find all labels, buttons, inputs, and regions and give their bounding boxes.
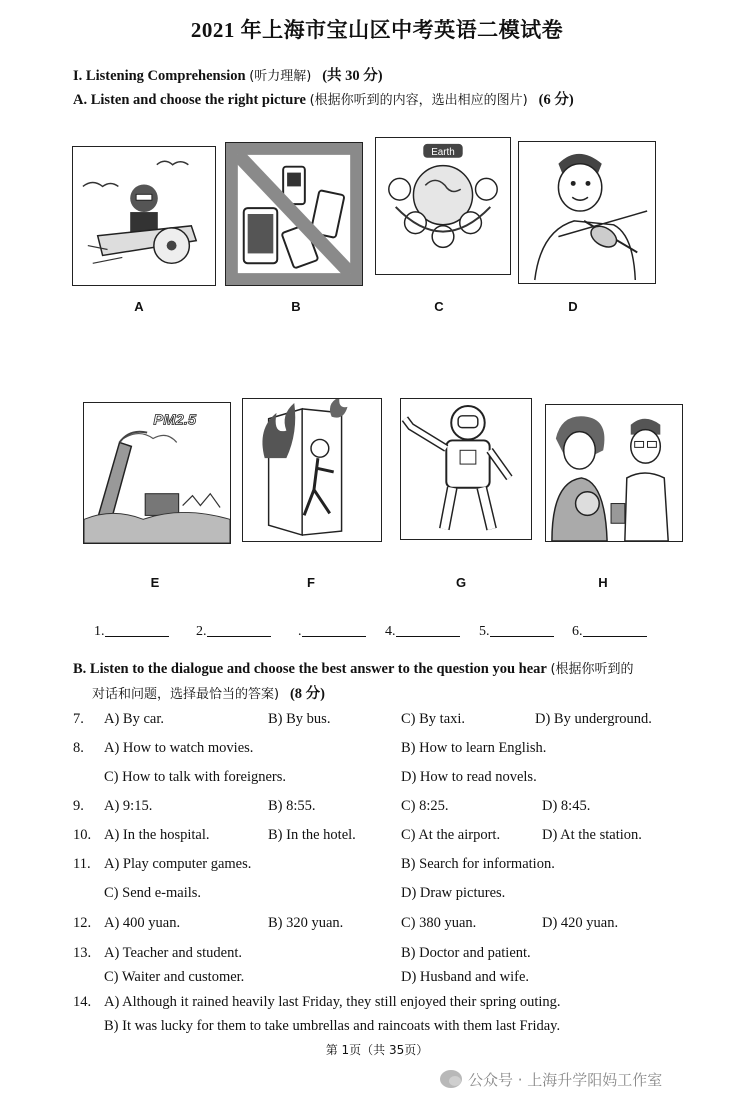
section-title-cn: (听力理解) [249, 69, 312, 84]
part-b-title-cn1: (根据你听到的 [550, 662, 634, 677]
option-a[interactable]: A) In the hospital. [104, 827, 210, 843]
section-heading [73, 64, 383, 85]
no-phones-icon [226, 143, 362, 285]
answer-blank-3[interactable]: . [298, 623, 366, 640]
option-a[interactable]: A) 400 yuan. [104, 915, 181, 931]
option-d[interactable]: D) By underground. [535, 711, 652, 727]
pm-label: PM2.5 [153, 412, 197, 429]
watermark [440, 1066, 740, 1092]
option-b[interactable]: B) It was lucky for them to take umbrellas and raincoats with them last Friday. [104, 1018, 561, 1034]
answer-blank-1[interactable]: 1. [94, 623, 169, 640]
option-d[interactable]: D) 8:45. [542, 798, 591, 814]
watermark-text: 公众号 · 上海升学阳妈工作室 [468, 1070, 663, 1089]
picture-label-b: B [291, 299, 301, 314]
option-b[interactable]: B) In the hotel. [268, 827, 356, 843]
page-footer [0, 1041, 754, 1058]
part-a-heading [73, 88, 574, 109]
picture-f [242, 398, 382, 542]
pm25-pollution-icon [84, 403, 230, 543]
page-number: 第 1页（共 35页） [325, 1043, 429, 1057]
violinist-icon [519, 142, 655, 283]
picture-b [225, 142, 363, 286]
answer-blank-6[interactable]: 6. [572, 623, 647, 640]
question-number: 11. [73, 856, 91, 872]
option-b[interactable]: B) Doctor and patient. [401, 945, 531, 961]
part-b-score: (8 分) [289, 686, 325, 702]
picture-c [375, 137, 511, 275]
part-b-heading-line2 [92, 682, 325, 703]
option-d[interactable]: D) 420 yuan. [542, 915, 619, 931]
section-score: (共 30 分) [322, 68, 383, 84]
question-number: 12. [73, 915, 92, 931]
option-c[interactable]: C) By taxi. [401, 711, 466, 727]
part-a-score: (6 分) [538, 92, 574, 108]
astronaut-icon [401, 399, 531, 539]
part-a-title: A. Listen and choose the right picture [73, 92, 306, 108]
picture-g [400, 398, 532, 540]
option-d[interactable]: D) At the station. [542, 827, 642, 843]
part-a-title-cn: (根据你听到的内容，选出相应的图片) [309, 93, 528, 108]
question-number: 14. [73, 994, 92, 1010]
option-c[interactable]: C) 380 yuan. [401, 915, 477, 931]
option-d[interactable]: D) Draw pictures. [401, 885, 506, 901]
pilot-plane-icon [73, 147, 215, 285]
picture-e [83, 402, 231, 544]
option-c[interactable]: C) Send e-mails. [104, 885, 202, 901]
option-c[interactable]: C) Waiter and customer. [104, 969, 245, 985]
option-a[interactable]: A) Play computer games. [104, 856, 252, 872]
picture-d [518, 141, 656, 284]
question-number: 10. [73, 827, 92, 843]
option-b[interactable]: B) Search for information. [401, 856, 555, 872]
option-c[interactable]: C) How to talk with foreigners. [104, 769, 287, 785]
fire-escape-icon [243, 399, 381, 541]
option-b[interactable]: B) How to learn English. [401, 740, 547, 756]
answer-blank-5[interactable]: 5. [479, 623, 554, 640]
option-b[interactable]: B) 8:55. [268, 798, 316, 814]
option-b[interactable]: B) By bus. [268, 711, 331, 727]
earth-label: Earth [431, 146, 455, 158]
option-d[interactable]: D) Husband and wife. [401, 969, 530, 985]
answer-blank-2[interactable]: 2. [196, 623, 271, 640]
picture-label-a: A [134, 299, 144, 314]
option-a[interactable]: A) 9:15. [104, 798, 153, 814]
picture-label-g: G [455, 575, 467, 590]
question-number: 8. [73, 740, 84, 756]
part-b-title-cn2: 对话和问题，选择最恰当的答案) [92, 687, 280, 702]
picture-label-c: C [434, 299, 444, 314]
page-title: 2021 年上海市宝山区中考英语二模试卷 [190, 18, 564, 42]
part-b-heading [73, 658, 634, 678]
earth-children-icon [376, 138, 510, 274]
question-number: 7. [73, 711, 84, 727]
wechat-icon [440, 1070, 462, 1088]
option-a[interactable]: A) Although it rained heavily last Friday, they still enjoyed their spring outing. [104, 994, 561, 1010]
option-a[interactable]: A) By car. [104, 711, 164, 727]
option-b[interactable]: B) 320 yuan. [268, 915, 344, 931]
part-b-title: B. Listen to the dialogue and choose the best answer to the question you hear [73, 661, 547, 677]
question-number: 13. [73, 945, 92, 961]
section-title: I. Listening Comprehension [73, 68, 246, 84]
question-number: 9. [73, 798, 84, 814]
picture-label-d: D [568, 299, 578, 314]
picture-a [72, 146, 216, 286]
option-c[interactable]: C) At the airport. [401, 827, 501, 843]
option-d[interactable]: D) How to read novels. [401, 769, 537, 785]
doctor-patient-icon [546, 405, 682, 541]
answer-blank-4[interactable]: 4. [385, 623, 460, 640]
picture-label-f: F [307, 575, 315, 590]
picture-h [545, 404, 683, 542]
option-c[interactable]: C) 8:25. [401, 798, 449, 814]
option-a[interactable]: A) Teacher and student. [104, 945, 243, 961]
picture-label-h: H [598, 575, 608, 590]
picture-label-e: E [150, 575, 160, 590]
option-a[interactable]: A) How to watch movies. [104, 740, 254, 756]
